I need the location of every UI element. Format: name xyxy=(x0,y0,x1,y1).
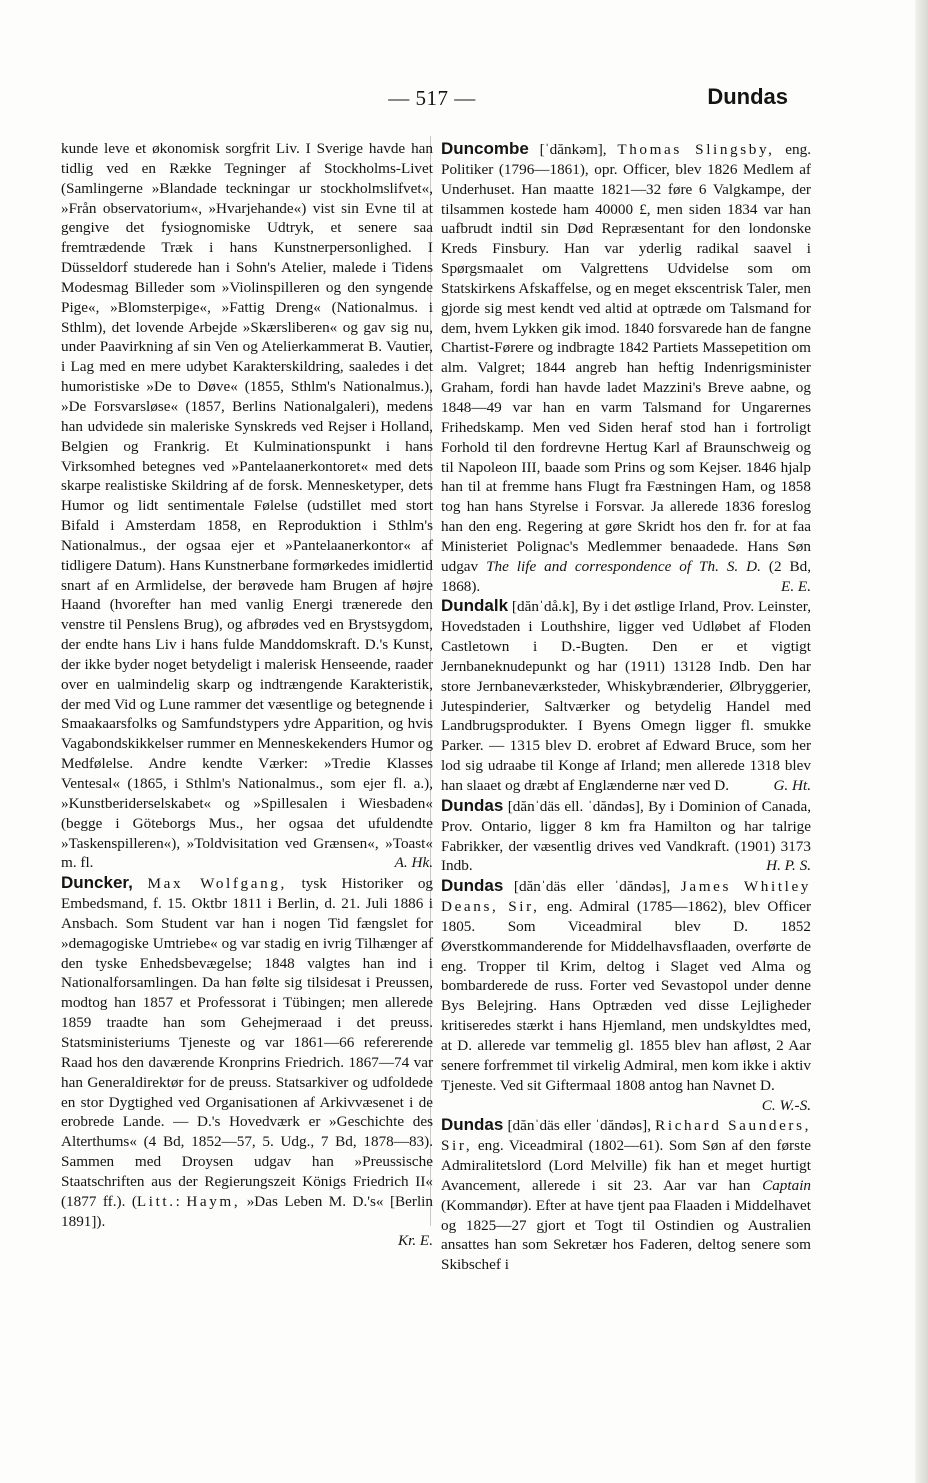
author-signature: Kr. E. xyxy=(397,1232,433,1250)
entry-duncker xyxy=(61,873,433,1251)
author-signature: E. E. xyxy=(781,577,811,595)
entry-text: By i Dominion of Canada, Prov. Ontario, ligger 8 km fra Hamilton og har talrige Fabrikker, der væsentlig drives ved Vandkraft. (1901) 3173 Indb. xyxy=(441,797,812,875)
literature-colon: : xyxy=(175,1192,180,1210)
book-title: The life and correspondence of Th. S. D. xyxy=(486,557,761,575)
entry-name: Max Wolfgang, xyxy=(147,875,287,893)
entry-text: eng. Viceadmiral (1802—61). Som Søn af den første Admiralitetslord (Lord Melville) fik han et meget hurtigt Avancement, allerede i sit 23. Aar var han xyxy=(441,1137,811,1194)
pronunciation: [dănˈdäs eller ˈdăndəs], xyxy=(513,878,671,896)
pronunciation: [dănˈdäs ell. ˈdăndəs], xyxy=(507,797,644,815)
entry-text-end: (2 Bd, 1868). xyxy=(441,557,812,595)
running-head: Dundas xyxy=(707,84,788,109)
entry-text: kunde leve et økonomisk sorgfrit Liv. I Sverige havde han tidlig ved en Række Tegninger af Stockholms-Livet (Samlingerne »Blandade teckningar ur stockholmslifvet«, »Från observatorium«, »Hvarjehande«) vist sin Evne til at gengive det fysiognomiske Udtryk, et senere saa fremtrædende Træk i hans Kunstnerpersonlighed. I Düsseldorf studerede han i Sohn's Atelier, malede i Tidens Modesmag Billeder som »Violinspilleren og den syngende Pige«, »Blomsterpige«, »Fattig Dreng« (Nationalmus. i Sthlm), det lovende Arbejde »Skærsliberen« og gav sig nu, under Paavirkning af sin Ven og Atelierkammerat B. Vautier, i Lag med en mere udybet Karakterskildring, saaledes i det humoristiske »De to Døve« (1855, Sthlm's Nationalmus.), »De Forsvarsløse« (1857, Berlins Nationalgaleri), medens han udvidede sin maleriske Synskreds ved Rejser i Holland, Belgien og Frankrig. Et Kulminationspunkt i hans Virksomhed betegnes ved »Pantelaanerkontoret« med dets skarpe realistiske Skildring af de forsk. Mennesketyper, dets Humor og lidt sentimentale Følelse (udstillet med stort Bifald i Amsterdam 1858, en Reproduktion i Sthlm's Nationalmus., der ogsaa ejer et »Pantelaanerkontor« af tidligere Datum). Hans Kunstnerbane formørkedes imidlertid snart af en Armlidelse, der berøvede ham Brugen af højre Haand (hvorefter han med vanlig Energi trænerede den venstre til Penslens Brug), og afbrødes ved en Brystsygdom, der endte hans Liv i hans fulde Manddomskraft. D.'s Kunst, der ikke byder noget betydeligt i malerisk Henseende, raader over en ualmindelig skarp og indtrængende Karakteristik, der med Vid og Lune rammer det væsentlige og betegnende i Smaakaarsfolks og Samfundstypers ydre Apparition, og hvis Vagabondskikkelser rummer en Menneskekenders Humor og Medfølelse. Andre kendte Værker: »Tredie Klasses Ventesal« (1865, i Sthlm's Nationalmus., som ejer fl. a.), »Kunstberiderselskabet« og »Spillesalen i Wiesbaden« (begge i Göteborgs Mus., her ogsaa det ufuldendte »Taskenspilleren«), »Toldvisitation ved Grænsen«, »Toast« m. fl. xyxy=(61,140,433,872)
page-number: — 517 — xyxy=(388,86,476,110)
author-signature: H. P. S. xyxy=(766,857,811,875)
entry-dundalk xyxy=(441,596,811,795)
pronunciation: [dănˈdå.k], xyxy=(511,598,579,616)
rank-term: Captain xyxy=(762,1176,812,1194)
entry-text: eng. Admiral (1785—1862), blev Officer 1805. Som Viceadmiral blev D. 1852 Øverstkommanderende for Middelhavsflaaden, overførte de eng. Tropper til Krim, deltog i Slaget ved Alma og bombarderede de russ. Forter ved Sevastopol under denne Bys Belejring. Hans Optræden ved disse Lejligheder kritiseredes stærkt i hans Hjemland, men undskyldtes med, at D. allerede var temmelig gl. 1855 blev han afløst, 2 Aar senere forfremmet til virkelig Admiral, men kom ikke i aktiv Tjeneste. Ved sit Giftermaal 1808 antog han Navnet D. xyxy=(441,898,811,1094)
left-column xyxy=(61,139,433,1251)
entry-dundas-richard xyxy=(441,1115,811,1275)
author-signature: C. W.-S. xyxy=(761,1096,811,1114)
headword: Dundas xyxy=(441,876,504,896)
pronunciation: [ˈdănkəm], xyxy=(539,141,607,158)
entry-name: Richard Saunders, Sir, xyxy=(441,1117,811,1155)
page-fold-shadow xyxy=(915,0,928,1483)
literature-author: Haym, xyxy=(186,1192,241,1210)
author-signature: A. Hk. xyxy=(394,854,433,872)
entry-name: Thomas Slingsby, xyxy=(617,141,775,158)
headword: Dundas xyxy=(441,1115,504,1135)
entry-dundas-canada xyxy=(441,796,811,876)
entry-duncombe xyxy=(441,139,811,596)
entry-text: By i det østlige Irland, Prov. Leinster, Hovedstaden i Louthshire, ligger ved Udløbet af Floden Castletown i D.-Bugten. Den er et vigtigt Jernbaneknudepunkt og har (1911) 13128 Indb. Den har store Jernbaneværksteder, Whiskybrænderier, Ølbryggerier, Jutespinderier, Saltværker og betydelig Handel med Landbrugsprodukter. I Byens Omegn ligger fl. smukke Parker. — 1315 blev D. erobret af Edward Bruce, som her lod sig udraabe til Konge af Irland; men allerede 1318 blev han slaaet og dræbt af Englænderne nær ved D. xyxy=(441,598,812,794)
headword: Duncker, xyxy=(61,873,133,893)
headword: Dundas xyxy=(441,795,504,815)
entry-text: tysk Historiker og Embedsmand, f. 15. Oktbr 1811 i Berlin, d. 21. Juli 1886 i Ansbach. Som Student var han i nogen Tid fængslet for »demagogiske Umtriebe« og var stadig en ivrig Tilhænger af den tyske Enhedsbevægelse; 1848 valgtes han ind i Nationalforsamlingen. Da han følte sig tilsidesat i Preussen, modtog han 1857 et Professorat i Tübingen; men allerede 1859 traadte han som Gehejmeraad i det preuss. Statsministeriums Tjeneste og var 1861—66 refererende Raad hos den daværende Kronprins Friedrich. 1867—74 var han Generaldirektør for de preuss. Statsarkiver og udfoldede en stor Dygtighed ved Organisationen af Arkivvæsenet i de erobrede Lande. — D.'s Hovedværk er »Geschichte des Alterthums« (4 Bd, 1852—57, 5. Udg., 7 Bd, 1878—83). Sammen med Droysen udgav han »Preussische Staatschriften aus der Regierungszeit Königs Friedrich II« (1877 ff.). ( xyxy=(61,875,434,1210)
right-column xyxy=(441,139,811,1275)
entry-dundas-james xyxy=(441,876,811,1114)
entry-text-cont: (Kommandør). Efter at have tjent paa Flaaden i Middelhavet og 1825—27 gjort et Togt til Ostindien og Australien ansattes han som Sekretær hos Faderen, deltog senere som Skibschef i xyxy=(441,1196,811,1274)
literature-label: Litt. xyxy=(136,1192,176,1210)
continued-entry xyxy=(61,139,433,873)
entry-text: eng. Politiker (1796—1861), opr. Officer, blev 1826 Medlem af Underhuset. Han maatte 1821—32 føre 6 Valgkampe, der tilsammen kostede ham 40000 £, men siden 1834 var han uafbrudt indtil sin Død Repræsentant for den londonske Kreds Finsbury. Han var yderlig radikal saavel i Spørgsmaalet om Valgrettens Udvidelse som om Statskirkens Afskaffelse, og en meget ekscentrisk Taler, men gjorde sig mest kendt ved altid at optræde om Talsmand for dem, hvem Lykken gik imod. 1840 forsvarede han de fangne Chartist-Førere og indbragte 1842 Partiets Massepetition om alm. Valgret; 1844 angreb han heftig Indenrigsminister Graham, fordi han havde ladet Mazzini's Breve aabne, og 1848—49 var han en varm Talsmand for Ungarernes Frihedskamp. Men ved Siden heraf stod han i fortroligt Forhold til den fordrevne Hertug Karl af Braunschweig og til Napoleon III, baade som Prins og som Kejser. 1846 hjalp han til at fremme hans Flugt fra Fæstningen Ham, og 1858 tog han hans Styrelse i Forsvar. Ja allerede 1836 foreslog han den eng. Regering at gøre Skridt hos den fr. for at faa Ministeriet Polignac's Medlemmer benaadede. Hans Søn udgav xyxy=(441,141,812,575)
headword: Duncombe xyxy=(441,139,529,158)
author-signature: G. Ht. xyxy=(773,777,811,794)
entry-name: James Whitley Deans, Sir, xyxy=(441,878,811,916)
pronunciation: [dănˈdäs eller ˈdăndəs], xyxy=(507,1117,652,1135)
headword: Dundalk xyxy=(441,596,509,616)
literature-text: »Das Leben M. D.'s« [Berlin 1891]). xyxy=(61,1192,433,1230)
